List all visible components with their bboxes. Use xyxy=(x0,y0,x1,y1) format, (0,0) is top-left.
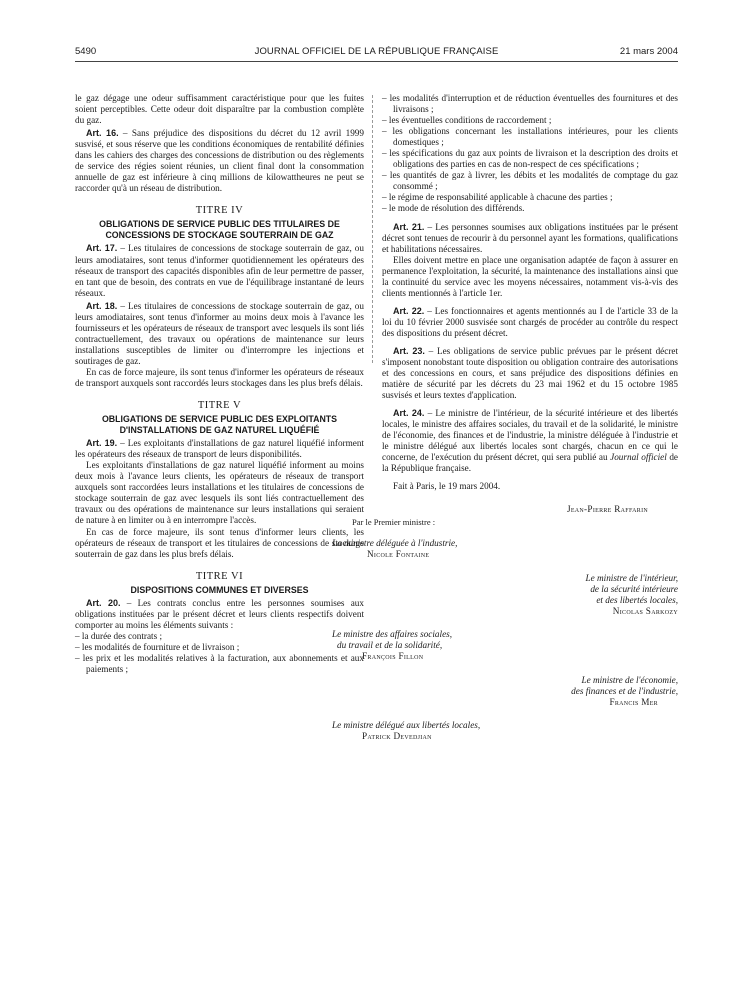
article-label: Art. 19. xyxy=(86,438,118,449)
list-item: – les modalités de fourniture et de livraison ; xyxy=(75,641,240,652)
journal-officiel-text: Journal officiel xyxy=(610,452,667,463)
titre-vi: TITRE VI xyxy=(195,570,244,582)
signatory-title: du travail et de la solidarité, xyxy=(337,639,443,650)
prime-minister-line: Par le Premier ministre : xyxy=(352,516,436,527)
article-21 xyxy=(382,222,678,255)
article-text: – Sans préjudice des dispositions du décret du 12 avril 1999 susvisé, et sous réserve que les conditions économiques de rentabilité définies dans les cahiers des charges des concessions de distribution ou des règlements de service des régies soient réunies, un client final dont la consommation annuelle de gaz est inférieure à cinq millions de kilowattheures ne peut se raccorder qu'à un réseau de distribution. xyxy=(75,128,364,194)
page-number: 5490 xyxy=(75,46,97,57)
signatory-title: La ministre déléguée à l'industrie, xyxy=(332,537,458,548)
journal-title: JOURNAL OFFICIEL DE LA RÉPUBLIQUE FRANÇAISE xyxy=(254,46,499,57)
list-item: – les prix et les modalités relatives à la facturation, aux abonnements et aux paiements ; xyxy=(75,652,364,674)
signatory-name: Patrick Devedjian xyxy=(362,730,432,741)
article-text-end: de la République française. xyxy=(382,452,678,474)
signatory-title: Le ministre des affaires sociales, xyxy=(332,628,453,639)
signatory-title: des finances et de l'industrie, xyxy=(571,685,678,696)
signatory-name: Francis Mer xyxy=(609,696,658,707)
article-17 xyxy=(75,243,364,298)
article-text: – Les contrats conclus entre les personnes soumises aux obligations instituées par le présent décret et leurs clients respectifs doivent comporter au moins les éléments suivants : xyxy=(75,597,364,630)
contract-elements-list-continued xyxy=(382,93,678,215)
article-text: – Les personnes soumises aux obligations instituées par le présent décret sont tenues de recourir à du personnel ayant les formations, qualifications et habilitations nécessaires. xyxy=(382,221,678,254)
article-text: – Les exploitants d'installations de gaz naturel liquéfié informent les opérateurs des réseaux de transport de leurs disponibilités. xyxy=(75,438,364,460)
signatory-title: Le ministre délégué aux libertés locales, xyxy=(332,719,481,730)
list-item: – les éventuelles conditions de raccordement ; xyxy=(382,115,552,126)
article-16 xyxy=(75,128,364,194)
signatory-title: de la sécurité intérieure xyxy=(590,583,678,594)
intro-paragraph: le gaz dégage une odeur suffisamment caractéristique pour que les fuites soient perceptibles. Cette odeur doit disparaître par la combustion complète du gaz. xyxy=(75,93,364,126)
article-label: Art. 23. xyxy=(393,345,425,356)
titre-iv-heading: OBLIGATIONS DE SERVICE PUBLIC DES TITULAIRES DE CONCESSIONS DE STOCKAGE SOUTERRAIN DE GAZ xyxy=(99,219,340,241)
signatory-title: et des libertés locales, xyxy=(596,594,678,605)
article-19-paragraph-3: En cas de force majeure, ils sont tenus d'informer leurs clients, les opérateurs de réseaux de transport et les titulaires de concessions de stockage souterrain de gaz dans les plus brefs délais. xyxy=(75,526,364,559)
signatory-name: Nicole Fontaine xyxy=(367,548,430,559)
article-label: Art. 20. xyxy=(86,597,121,608)
article-label: Art. 21. xyxy=(393,221,425,232)
titre-vi-heading: DISPOSITIONS COMMUNES ET DIVERSES xyxy=(130,584,309,595)
signatory-name: Nicolas Sarkozy xyxy=(612,605,678,616)
header-rule xyxy=(75,61,678,62)
signatory-title: Le ministre de l'économie, xyxy=(581,674,678,685)
publication-date: 21 mars 2004 xyxy=(619,46,678,57)
titre-v: TITRE V xyxy=(197,400,242,412)
list-item: – les obligations concernant les installations intérieures, pour les clients domestiques ; xyxy=(382,126,678,148)
titre-iv: TITRE IV xyxy=(195,205,244,217)
article-label: Art. 24. xyxy=(393,408,425,419)
article-text: – Les fonctionnaires et agents mentionnés au I de l'article 33 de la loi du 10 février 2000 susvisée sont chargés de procéder au contrôle du respect des dispositions du présent décret. xyxy=(382,305,678,338)
article-text: – Les obligations de service public prévues par le présent décret s'imposent nonobstant toute disposition ou obligation contraire des autorisations et des concessions en cours, et sans préjudice des dispositions définies en matière de sécurité par les décrets du 23 mai 1962 et du 15 octobre 1985 susvisés et leurs textes d'application. xyxy=(382,345,679,401)
titre-v-heading: OBLIGATIONS DE SERVICE PUBLIC DES EXPLOITANTS D'INSTALLATIONS DE GAZ NATUREL LIQUÉFIÉ xyxy=(101,414,338,436)
article-19 xyxy=(75,438,364,460)
article-text: – Le ministre de l'intérieur, de la sécurité intérieure et des libertés locales, le ministre des affaires sociales, du travail et de la solidarité, le ministre de l'économie, des finances et de l'industrie, la ministre déléguée à l'industrie et le ministre délégué aux libertés locales sont chargés, chacun en ce qui le concerne, de l'exécution du présent décret, qui sera publié au xyxy=(382,408,678,463)
article-21-paragraph-2: Elles doivent mettre en place une organisation adaptée de façon à assurer en permanence l'exploitation, la sécurité, la maintenance des installations ainsi que la continuité du service avec les moyens nécessaires, notamment vis-à-vis des clients mentionnés à l'article 1er. xyxy=(382,254,678,298)
signatory-name: François Fillon xyxy=(362,650,424,661)
signature-block xyxy=(332,503,678,742)
list-item: – la durée des contrats ; xyxy=(75,630,162,641)
list-item: – le mode de résolution des différends. xyxy=(382,203,525,214)
contract-elements-list xyxy=(75,631,364,675)
article-18 xyxy=(75,301,364,367)
list-item: – les spécifications du gaz aux points de livraison et la description des droits et obligations des parties en cas de non-respect de ces spécifications ; xyxy=(382,148,678,170)
article-24 xyxy=(382,408,678,474)
article-23 xyxy=(382,346,678,401)
article-label: Art. 18. xyxy=(86,300,118,311)
article-label: Art. 22. xyxy=(393,305,425,316)
signatory-title: Le ministre de l'intérieur, xyxy=(585,572,678,583)
fait-a-paris: Fait à Paris, le 19 mars 2004. xyxy=(393,480,501,491)
article-text: – Les titulaires de concessions de stockage souterrain de gaz, ou leurs amodiataires, sont tenus d'informer au moins deux mois à l'avance les fournisseurs et les opérateurs de réseaux de transport avec lesquels ils sont liés contractuellement, des travaux ou opérations de maintenance sur leurs installations susceptibles de limiter ou d'interrompre les injections et soutirages de gaz. xyxy=(75,300,364,366)
prime-minister-name: Jean-Pierre Raffarin xyxy=(566,503,648,514)
article-19-paragraph-2: Les exploitants d'installations de gaz naturel liquéfié informent au moins deux mois à l'avance leurs clients, les opérateurs de réseaux de transport auxquels sont raccordées leurs installations et les titulaires de concessions de stockage souterrain de gaz avec lesquels ils sont liés contractuellement des travaux ou des opérations de maintenance sur leurs installations qui seraient de nature à en limiter ou à en interrompre l'accès. xyxy=(75,460,364,526)
page-header xyxy=(75,46,678,60)
list-item: – le régime de responsabilité applicable à chacune des parties ; xyxy=(382,192,613,203)
list-item: – les modalités d'interruption et de réduction éventuelles des fournitures et des livraisons ; xyxy=(382,93,678,115)
article-20 xyxy=(75,598,364,631)
right-column xyxy=(332,93,679,742)
left-column xyxy=(75,93,364,675)
article-label: Art. 17. xyxy=(86,243,118,254)
article-label: Art. 16. xyxy=(86,128,119,139)
article-text: – Les titulaires de concessions de stockage souterrain de gaz, ou leurs amodiataires, sont tenus d'informer quotidiennement les opérateurs des réseaux de transport des capacités disponibles afin de leur permettre de passer, en tant que de besoin, des contrats en vue de l'équilibrage instantané de leurs réseaux. xyxy=(75,243,364,298)
list-item: – les quantités de gaz à livrer, les débits et les modalités de comptage du gaz consommé ; xyxy=(382,170,678,192)
article-22 xyxy=(382,306,678,339)
article-18-paragraph-2: En cas de force majeure, ils sont tenus d'informer les opérateurs de réseaux de transport auxquels sont raccordés leurs stockages dans les plus brefs délais. xyxy=(75,366,364,389)
column-divider xyxy=(372,95,373,363)
